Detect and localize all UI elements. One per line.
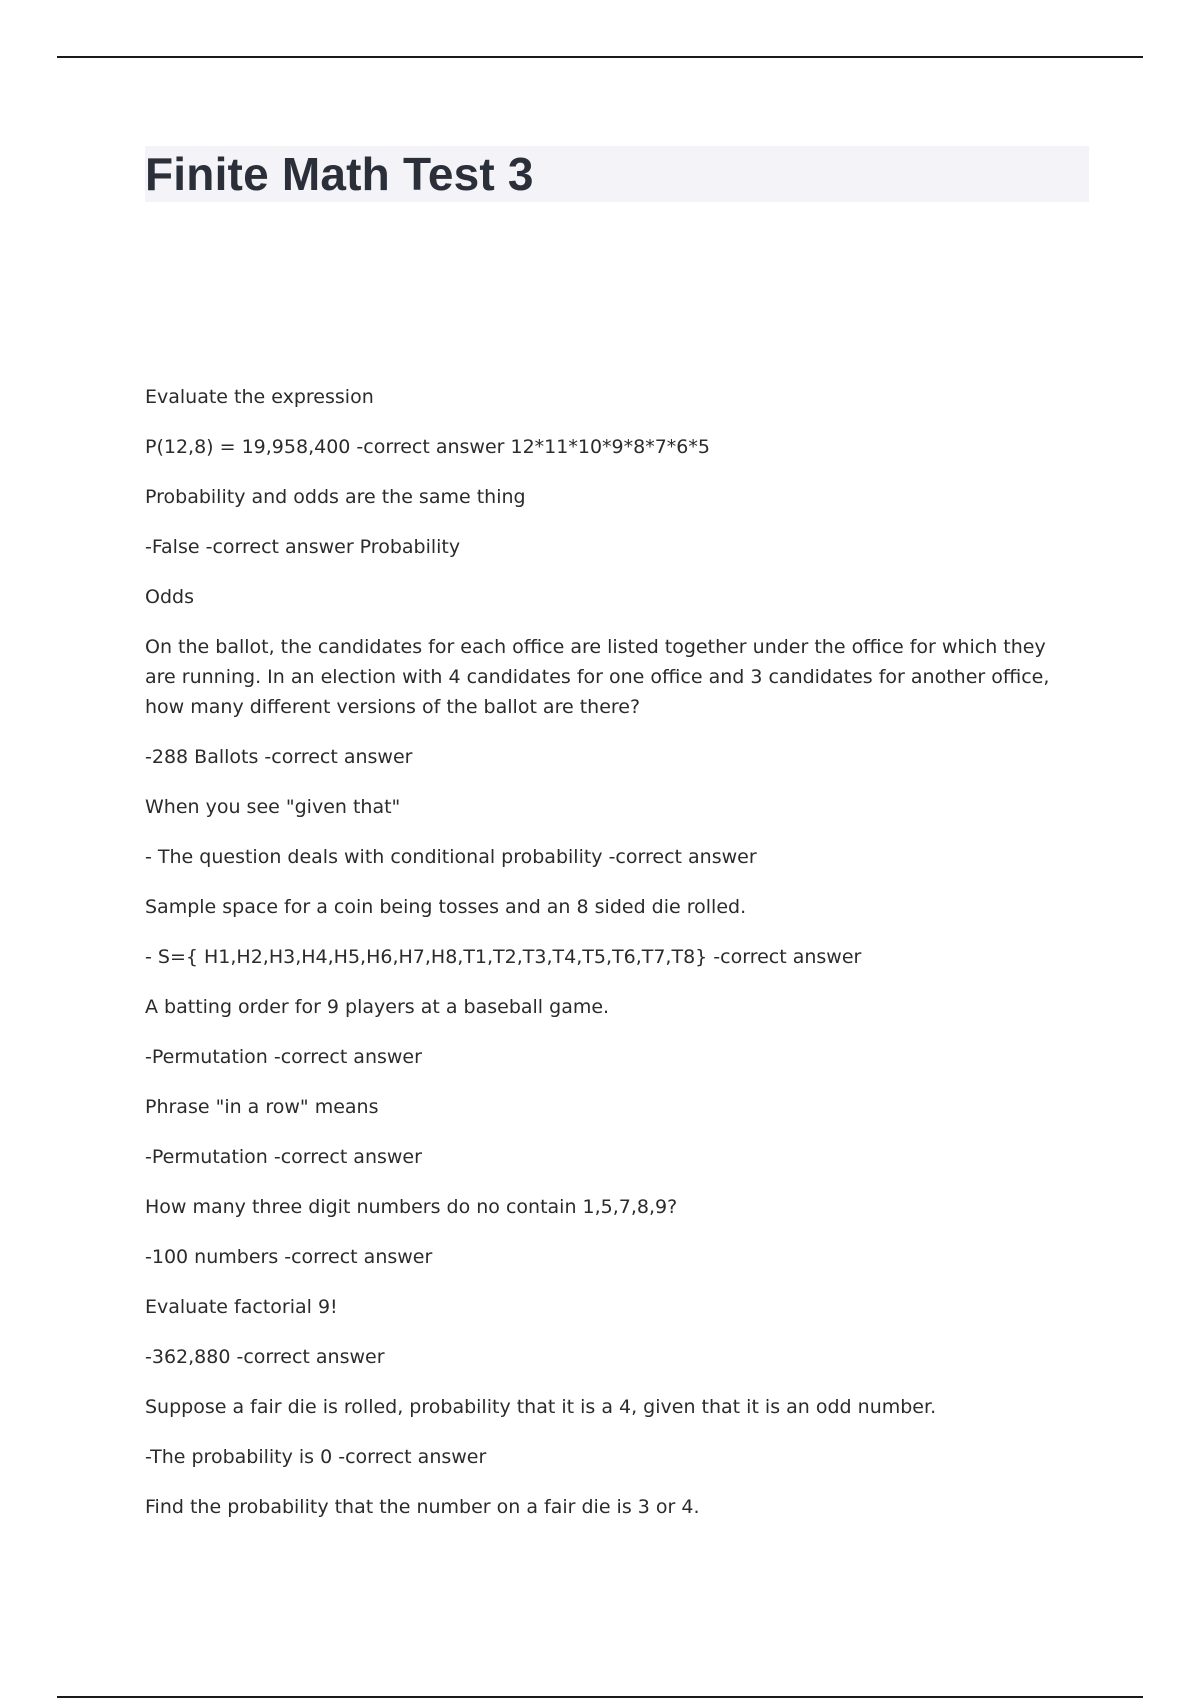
paragraph: -362,880 -correct answer xyxy=(145,1346,385,1368)
paragraph: Phrase "in a row" means xyxy=(145,1096,379,1118)
paragraph: On the ballot, the candidates for each office are listed together under the office for which they are running. In an election with 4 candidates for one office and 3 candidates for another office, how many different versions of the ballot are there? xyxy=(145,636,1050,718)
paragraph: - S={ H1,H2,H3,H4,H5,H6,H7,H8,T1,T2,T3,T4,T5,T6,T7,T8} -correct answer xyxy=(145,946,862,968)
paragraph: - The question deals with conditional probability -correct answer xyxy=(145,846,757,868)
paragraph: Evaluate factorial 9! xyxy=(145,1296,338,1318)
paragraph: Suppose a fair die is rolled, probability that it is a 4, given that it is an odd number. xyxy=(145,1396,937,1418)
document-title: Finite Math Test 3 xyxy=(145,148,534,200)
paragraph: Evaluate the expression xyxy=(145,386,374,408)
paragraph: Probability and odds are the same thing xyxy=(145,486,526,508)
top-rule xyxy=(57,56,1143,58)
document-body xyxy=(145,382,1080,1542)
paragraph: Odds xyxy=(145,586,194,608)
bottom-rule xyxy=(57,1696,1143,1698)
paragraph: When you see "given that" xyxy=(145,796,401,818)
paragraph: -False -correct answer Probability xyxy=(145,536,461,558)
paragraph: -The probability is 0 -correct answer xyxy=(145,1446,487,1468)
paragraph: -288 Ballots -correct answer xyxy=(145,746,413,768)
paragraph: -Permutation -correct answer xyxy=(145,1146,422,1168)
paragraph: P(12,8) = 19,958,400 -correct answer 12*11*10*9*8*7*6*5 xyxy=(145,436,710,458)
paragraph: How many three digit numbers do no contain 1,5,7,8,9? xyxy=(145,1196,678,1218)
paragraph: A batting order for 9 players at a baseball game. xyxy=(145,996,610,1018)
paragraph: -Permutation -correct answer xyxy=(145,1046,422,1068)
paragraph: -100 numbers -correct answer xyxy=(145,1246,433,1268)
paragraph: Sample space for a coin being tosses and an 8 sided die rolled. xyxy=(145,896,747,918)
paragraph: Find the probability that the number on a fair die is 3 or 4. xyxy=(145,1496,700,1518)
